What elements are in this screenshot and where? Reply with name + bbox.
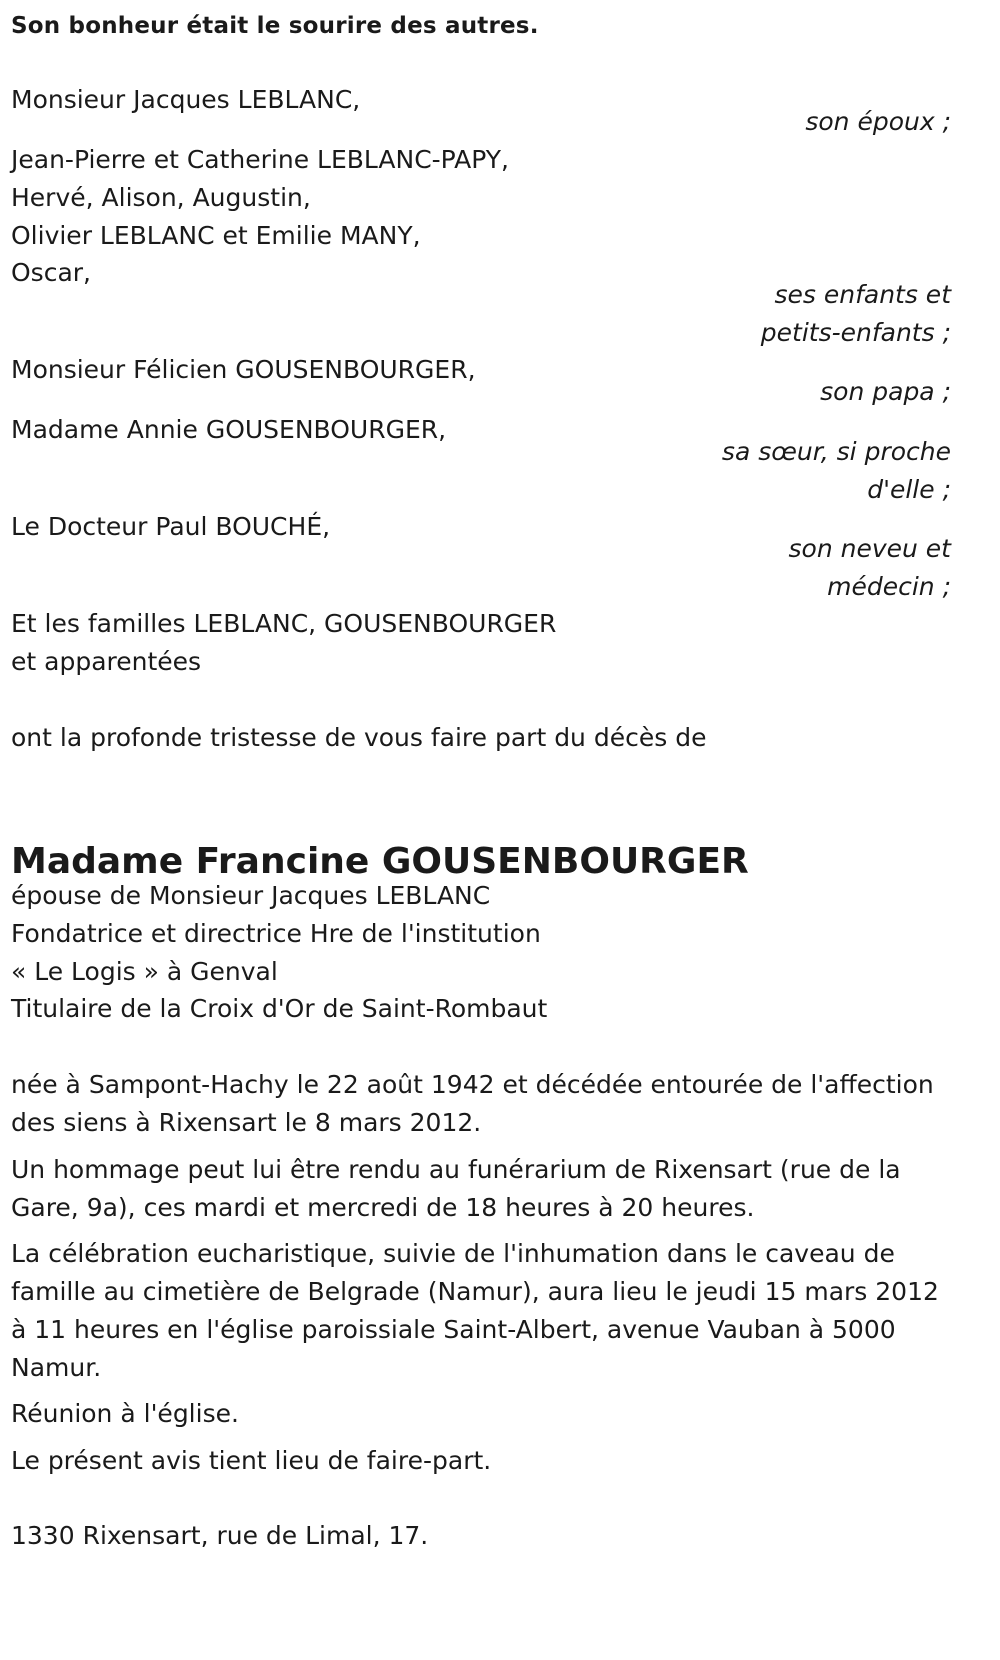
title-line: Titulaire de la Croix d'Or de Saint-Rombaut — [11, 994, 548, 1023]
family-relation: sa sœur, si proche — [721, 437, 951, 466]
title-line: Fondatrice et directrice Hre de l'institution — [11, 919, 541, 948]
family-name-line: Monsieur Jacques LEBLANC, — [11, 85, 361, 114]
family-name-line: Madame Annie GOUSENBOURGER, — [11, 415, 447, 444]
family-relation: son neveu et — [788, 534, 951, 563]
family-relation: son papa ; — [820, 377, 951, 406]
deceased-name: Madame Francine GOUSENBOURGER — [11, 841, 749, 882]
family-name-line: et apparentées — [11, 647, 202, 676]
address-line: 1330 Rixensart, rue de Limal, 17. — [11, 1521, 429, 1550]
family-name-line: Olivier LEBLANC et Emilie MANY, — [11, 221, 421, 250]
title-line: épouse de Monsieur Jacques LEBLANC — [11, 881, 491, 910]
meeting-paragraph: Réunion à l'église. — [11, 1399, 239, 1428]
family-name-line: Oscar, — [11, 258, 91, 287]
title-line: « Le Logis » à Genval — [11, 957, 278, 986]
family-name-line: Hervé, Alison, Augustin, — [11, 183, 311, 212]
family-name-line: Jean-Pierre et Catherine LEBLANC-PAPY, — [11, 145, 509, 174]
birth-death-paragraph: née à Sampont-Hachy le 22 août 1942 et décédée entourée de l'affection des siens à Rixensart le 8 mars 2012. — [11, 1070, 934, 1137]
family-name-line: Et les familles LEBLANC, GOUSENBOURGER — [11, 609, 557, 638]
family-relation: d'elle ; — [867, 475, 951, 504]
tribute-paragraph: Un hommage peut lui être rendu au funérarium de Rixensart (rue de la Gare, 9a), ces mardi et mercredi de 18 heures à 20 heures. — [11, 1155, 901, 1222]
notice-paragraph: Le présent avis tient lieu de faire-part. — [11, 1446, 492, 1475]
family-relation: médecin ; — [827, 572, 951, 601]
family-name-line: Monsieur Félicien GOUSENBOURGER, — [11, 355, 476, 384]
motto-heading: Son bonheur était le sourire des autres. — [11, 13, 539, 39]
announcement-text: ont la profonde tristesse de vous faire part du décès de — [11, 723, 707, 752]
family-name-line: Le Docteur Paul BOUCHÉ, — [11, 512, 331, 541]
family-relation: petits-enfants ; — [760, 318, 951, 347]
family-relation: son époux ; — [805, 107, 951, 136]
ceremony-paragraph: La célébration eucharistique, suivie de l'inhumation dans le caveau de famille au cimetière de Belgrade (Namur), aura lieu le jeudi 15 mars 2012 à 11 heures en l'église paroissiale Saint-Albert, avenue Vauban à 5000 Namur. — [11, 1239, 939, 1382]
family-relation: ses enfants et — [774, 280, 951, 309]
